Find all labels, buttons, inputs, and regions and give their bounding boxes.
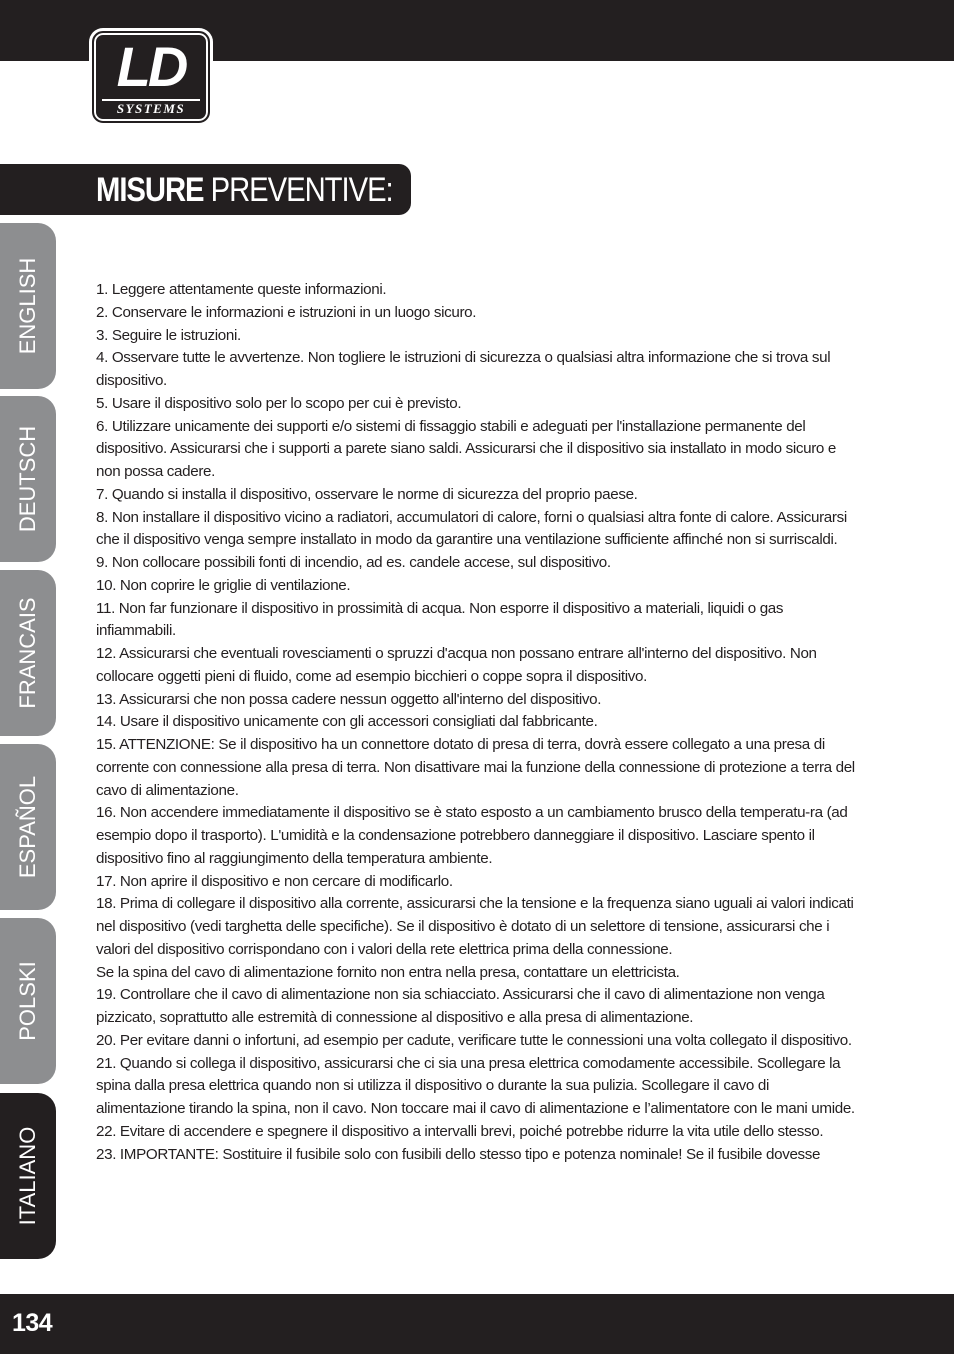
list-item: 13. Assicurarsi che non possa cadere nessun oggetto all'interno del dispositivo. (96, 690, 602, 708)
tab-deutsch[interactable] (0, 396, 56, 562)
tab-label: DEUTSCH (15, 425, 40, 533)
list-item: 17. Non aprire il dispositivo e non cercare di modificarlo. (96, 872, 453, 890)
list-item: 7. Quando si installa il dispositivo, osservare le norme di sicurezza del proprio paese. (96, 485, 638, 503)
list-item: 22. Evitare di accendere e spegnere il dispositivo a intervalli brevi, poiché potrebbe ridurre la vita utile dello stesso. (96, 1122, 824, 1140)
tab-espanol[interactable] (0, 744, 56, 910)
tab-label: ITALIANO (15, 1126, 40, 1226)
list-item: 9. Non collocare possibili fonti di incendio, ad es. candele accese, sul dispositivo. (96, 554, 611, 571)
list-item: 3. Seguire le istruzioni. (96, 326, 241, 344)
list-item: 19. Controllare che il cavo di alimentazione non sia schiacciato. Assicurarsi che il cavo di alimentazione non venga pizzicato, soprattutto alle estremità di connessione al dispositivo e alla presa di alimentazione. (96, 986, 825, 1026)
list-item: 16. Non accendere immediatamente il dispositivo se è stato esposto a un cambiamento brusco della temperatu-ra (ad esempio dopo il trasporto). L'umidità e la condensazione potrebbero danneggiare il dispositivo. Lasciare spento il dispositivo fino al raggiungimento della temperatura ambiente. (96, 804, 848, 867)
list-item: 12. Assicurarsi che eventuali rovesciamenti o spruzzi d'acqua non possano entrare all'interno del dispositivo. Non collocare oggetti pieni di fluido, come ad esempio bicchieri o coppe sopra il dispositivo. (96, 645, 817, 685)
tab-label: ESPAÑOL (15, 775, 40, 879)
page-title-rest: PREVENTIVE: (203, 171, 393, 209)
tab-italiano[interactable] (0, 1093, 56, 1259)
list-item: 20. Per evitare danni o infortuni, ad esempio per cadute, verificare tutte le connessioni una volta collegato il dispositivo. (96, 1031, 852, 1049)
list-item: 14. Usare il dispositivo unicamente con gli accessori consigliati dal fabbricante. (96, 713, 598, 731)
tab-label: ENGLISH (15, 257, 40, 355)
tab-english[interactable] (0, 223, 56, 389)
page-title (96, 166, 393, 215)
list-item: 18. Prima di collegare il dispositivo alla corrente, assicurarsi che la tensione e la frequenza siano uguali ai valori indicati nel dispositivo (vedi targhetta delle specifiche). Se il dispositivo è dotato di un selettore di tensione, assicurarsi che i valori del dispositivo corrispondano con i valori della rete elettrica prima della connessione. (96, 895, 854, 958)
list-item: 8. Non installare il dispositivo vicino a radiatori, accumulatori di calore, forni o qualsiasi altra fonte di calore. Assicurarsi che il dispositivo venga sempre installato in modo da garantire una ventilazione sufficiente affinché non si surriscaldi. (96, 508, 847, 549)
bottom-bar (0, 1294, 954, 1354)
logo-wordmark: LD (116, 35, 186, 98)
list-item: 1. Leggere attentamente queste informazioni. (96, 281, 387, 298)
ld-systems-logo (89, 28, 213, 126)
list-item: 4. Osservare tutte le avvertenze. Non togliere le istruzioni di sicurezza o qualsiasi altra informazione che si trova sul dispositivo. (96, 349, 831, 389)
list-item: 15. ATTENZIONE: Se il dispositivo ha un connettore dotato di presa di terra, dovrà essere collegato a una presa di corrente con connessione alla presa di terra. Non disattivare mai la funzione della connessione di protezione a terra del cavo di alimentazione. (96, 736, 855, 799)
tab-label: POLSKI (15, 961, 40, 1041)
page-title-bold: MISURE (96, 171, 204, 209)
list-item: 21. Quando si collega il dispositivo, assicurarsi che ci sia una presa elettrica comodamente accessibile. Scollegare la spina dalla presa elettrica quando non si utilizza il dispositivo o durante la sua pulizia. Scollegare il cavo di alimentazione tirando la spina, non il cavo. Non toccare mai il cavo di alimentazione e l’alimentatore con le mani umide. (96, 1054, 855, 1117)
list-item: 2. Conservare le informazioni e istruzioni in un luogo sicuro. (96, 303, 477, 321)
tab-label: FRANCAIS (15, 597, 40, 709)
list-item: 5. Usare il dispositivo solo per lo scopo per cui è previsto. (96, 394, 462, 412)
logo-badge (92, 31, 210, 123)
list-item: 6. Utilizzare unicamente dei supporti e/o sistemi di fissaggio stabili e adeguati per l'installazione permanente del dispositivo. Assicurarsi che i supporti a parete siano saldi. Assicurarsi che il dispositivo sia installato in modo sicuro e non possa cadere. (96, 417, 836, 480)
tab-polski[interactable] (0, 918, 56, 1084)
list-item: 23. IMPORTANTE: Sostituire il fusibile solo con fusibili dello stesso tipo e potenza nominale! Se il fusibile dovesse (96, 1145, 821, 1163)
list-item: Se la spina del cavo di alimentazione fornito non entra nella presa, contattare un elettricista. (96, 963, 680, 981)
page-number: 134 (12, 1309, 53, 1337)
tab-francais[interactable] (0, 570, 56, 736)
safety-instructions-list (96, 279, 860, 1166)
logo-subtitle: SYSTEMS (102, 99, 200, 116)
list-item: 11. Non far funzionare il dispositivo in prossimità di acqua. Non esporre il dispositivo a materiali, liquidi o gas infiammabili. (96, 599, 784, 640)
list-item: 10. Non coprire le griglie di ventilazione. (96, 576, 351, 594)
